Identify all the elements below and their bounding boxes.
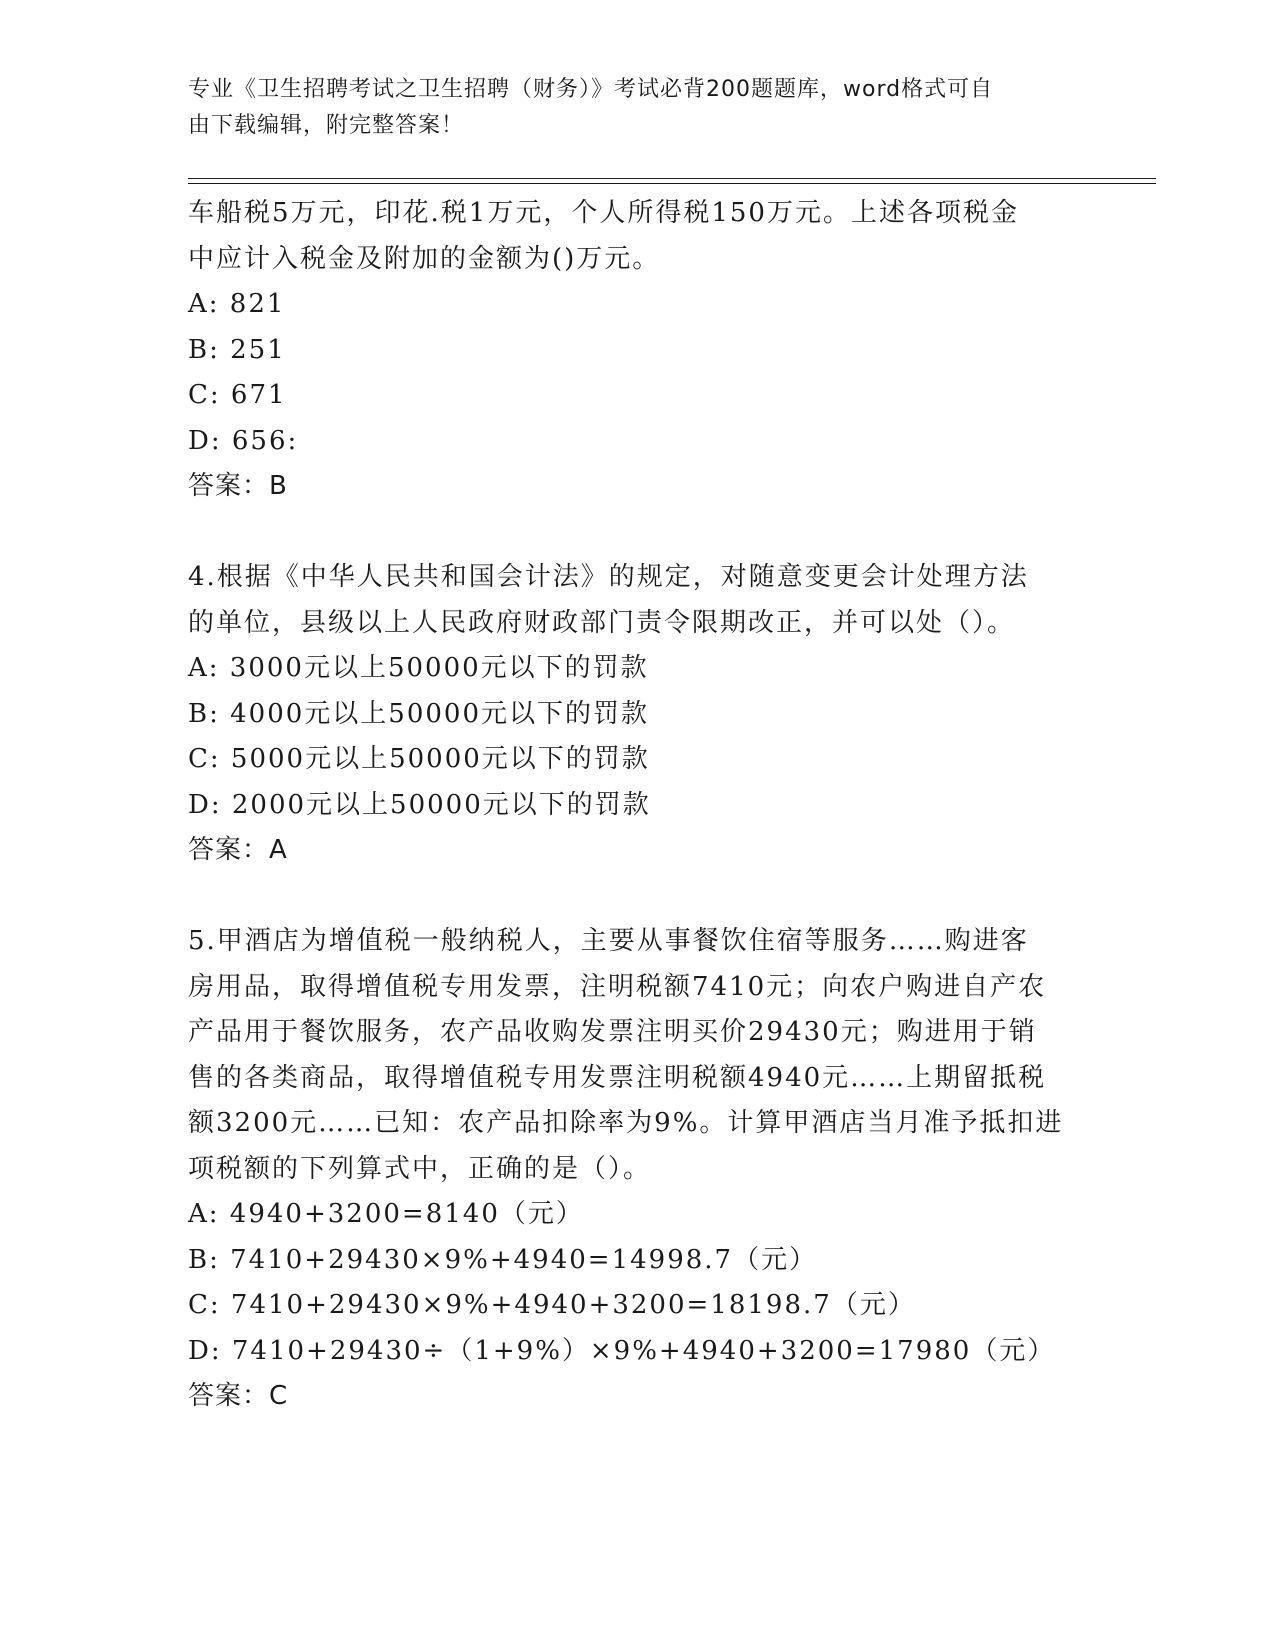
header-line-2: 由下载编辑，附完整答案！ [188,113,465,138]
answer-line: 答案：B [188,471,288,501]
header-line-1: 专业《卫生招聘考试之卫生招聘（财务）》考试必背200题题库，word格式可自 [188,77,994,102]
option-d: D: 7410+29430÷（1+9%）×9%+4940+3200=17980（元） [188,1335,1056,1366]
option-d: D: 656: [188,425,299,456]
question-stem-line: 产品用于餐饮服务，农产品收购发票注明买价29430元；购进用于销 [188,1017,1037,1047]
question-stem-line: 4.根据《中华人民共和国会计法》的规定，对随意变更会计处理方法 [188,562,1029,592]
document-body [188,191,1088,1420]
document-header [188,72,1088,144]
option-b: B: 4000元以上50000元以下的罚款 [188,698,650,729]
answer-line: 答案：C [188,1381,289,1411]
question-4 [188,555,1088,874]
option-c: C: 671 [188,380,287,410]
answer-line: 答案：A [188,835,288,865]
header-rule-top [188,178,1156,179]
header-rule-bottom [188,183,1156,184]
question-stem-line: 的单位，县级以上人民政府财政部门责令限期改正，并可以处（）。 [188,607,1016,638]
spacer [188,874,1088,920]
option-c: C: 5000元以上50000元以下的罚款 [188,744,650,774]
option-d: D: 2000元以上50000元以下的罚款 [188,789,651,820]
option-c: C: 7410+29430×9%+4940+3200=18198.7（元） [188,1290,916,1320]
question-stem-line: 车船税5万元，印花.税1万元，个人所得税150万元。上述各项税金 [188,198,1019,228]
question-stem-line: 售的各类商品，取得增值税专用发票注明税额4940元……上期留抵税 [188,1062,1047,1093]
option-a: A: 821 [188,289,286,319]
question-3 [188,191,1088,510]
option-b: B: 7410+29430×9%+4940=14998.7（元） [188,1244,818,1275]
question-stem-line: 项税额的下列算式中，正确的是（）。 [188,1153,652,1184]
question-5 [188,919,1088,1420]
option-b: B: 251 [188,334,286,365]
spacer [188,510,1088,556]
question-stem-line: 房用品，取得增值税专用发票，注明税额7410元；向农户购进自产农 [188,971,1047,1002]
question-stem-line: 额3200元……已知：农产品扣除率为9%。计算甲酒店当月准予抵扣进 [188,1108,1064,1138]
question-stem-line: 5.甲酒店为增值税一般纳税人，主要从事餐饮住宿等服务……购进客 [188,926,1029,956]
option-a: A: 4940+3200=8140（元） [188,1199,584,1229]
option-a: A: 3000元以上50000元以下的罚款 [188,653,649,683]
question-stem-line: 中应计入税金及附加的金额为()万元。 [188,243,661,274]
